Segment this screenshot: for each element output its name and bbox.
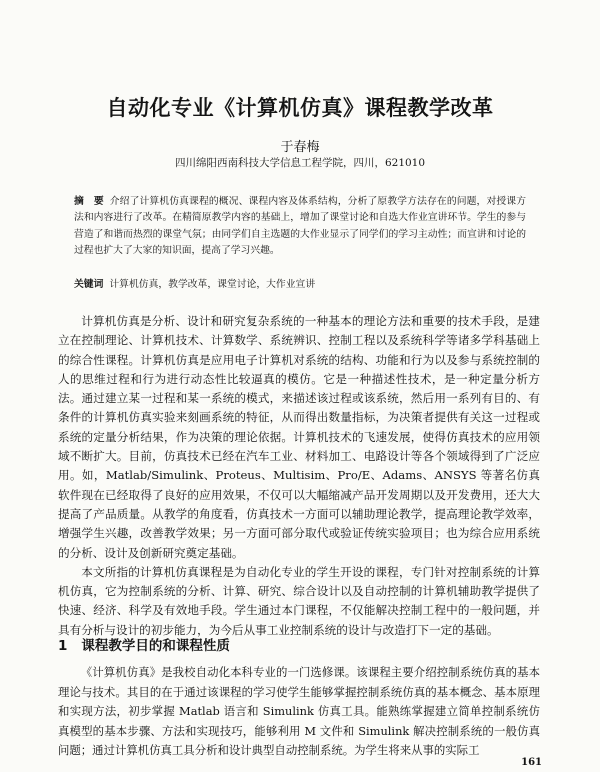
abstract-label: 摘 要 <box>74 196 104 207</box>
author-name: 于春梅 <box>280 140 320 155</box>
section-body <box>58 663 540 761</box>
body-paragraph-2: 本文所指的计算机仿真课程是为自动化专业的学生开设的课程，专门针对控制系统的计算机仿真，它为控制系统的分析、计算、研究、综合设计以及自动控制的计算机辅助教学提供了快速、经济、科学及有效地手段。学生通过本门课程，不仅能解决控制工程中的一般问题，并具有分析与设计的初步能力，为今后从事工业控制系统的设计与改造打下一定的基础。 <box>58 564 540 637</box>
page-number: 161 <box>521 757 542 768</box>
section-number: 1 <box>58 638 68 654</box>
keywords-label: 关键词 <box>74 279 104 290</box>
paper-title: 自动化专业《计算机仿真》课程教学改革 <box>106 96 494 120</box>
keywords-text: 计算机仿真，教学改革，课堂讨论，大作业宣讲 <box>109 279 316 290</box>
section-paragraph-1: 《计算机仿真》是我校自动化本科专业的一门选修课。该课程主要介绍控制系统仿真的基本理论与技术。其目的在于通过该课程的学习使学生能够掌握控制系统仿真的基本概念、基本原理和实现方法，初步掌握 Matlab 语言和 Simulink 仿真工具。能熟练掌握建立简单控制系统仿真模型的基本步骤、方法和实现技巧，能够利用 M 文件和 Simulink 解决控制系统的一般仿真问题；通过计算机仿真工具分析和设计典型自动控制系统。为学生将来从事的实际工 <box>58 665 540 757</box>
section-heading <box>58 634 230 654</box>
author-affiliation: 四川绵阳西南科技大学信息工程学院，四川，621010 <box>174 157 426 169</box>
section-title: 课程教学目的和课程性质 <box>81 638 230 654</box>
body-paragraph-1: 计算机仿真是分析、设计和研究复杂系统的一种基本的理论方法和重要的技术手段，是建立在控制理论、计算机技术、计算数学、系统辨识、控制工程以及系统科学等诸多学科基础上的综合性课程。计算机仿真是应用电子计算机对系统的结构、功能和行为以及参与系统控制的人的思维过程和行为进行动态性比较逼真的模仿。它是一种描述性技术，是一种定量分析方法。通过建立某一过程和某一系统的模式，来描述该过程或该系统，然后用一系列有目的、有条件的计算机仿真实验来刻画系统的特征，从而得出数量指标，为决策者提供有关这一过程或系统的定量分析结果，作为决策的理论依据。计算机技术的飞速发展，使得仿真技术的应用领域不断扩大。目前，仿真技术已经在汽车工业、材料加工、电路设计等各个领域得到了广泛应用。如，Matlab/Simulink、Proteus、Multisim、Pro/E、Adams、ANSYS 等著名仿真软件现在已经取得了良好的应用效果，不仅可以大幅缩减产品开发周期以及开发费用，还大大提高了产品质量。从教学的角度看，仿真技术一方面可以辅助理论教学，提高理论教学效率，增强学生兴趣，改善教学效果；另一方面可部分取代或验证传统实验项目；也为综合应用系统的分析、设计及创新研究奠定基础。 <box>58 314 540 560</box>
body-text <box>58 312 540 640</box>
abstract-text: 介绍了计算机仿真课程的概况、课程内容及体系结构，分析了原教学方法存在的问题，对授课方法和内容进行了改革。在精简原教学内容的基础上，增加了课堂讨论和自选大作业宣讲环节。学生的参与营造了和谐而热烈的课堂气氛；由同学们自主选题的大作业显示了同学们的学习主动性；而宣讲和讨论的过程也扩大了大家的知识面，提高了学习兴趣。 <box>74 196 527 257</box>
keywords <box>74 277 526 293</box>
abstract <box>74 194 526 260</box>
